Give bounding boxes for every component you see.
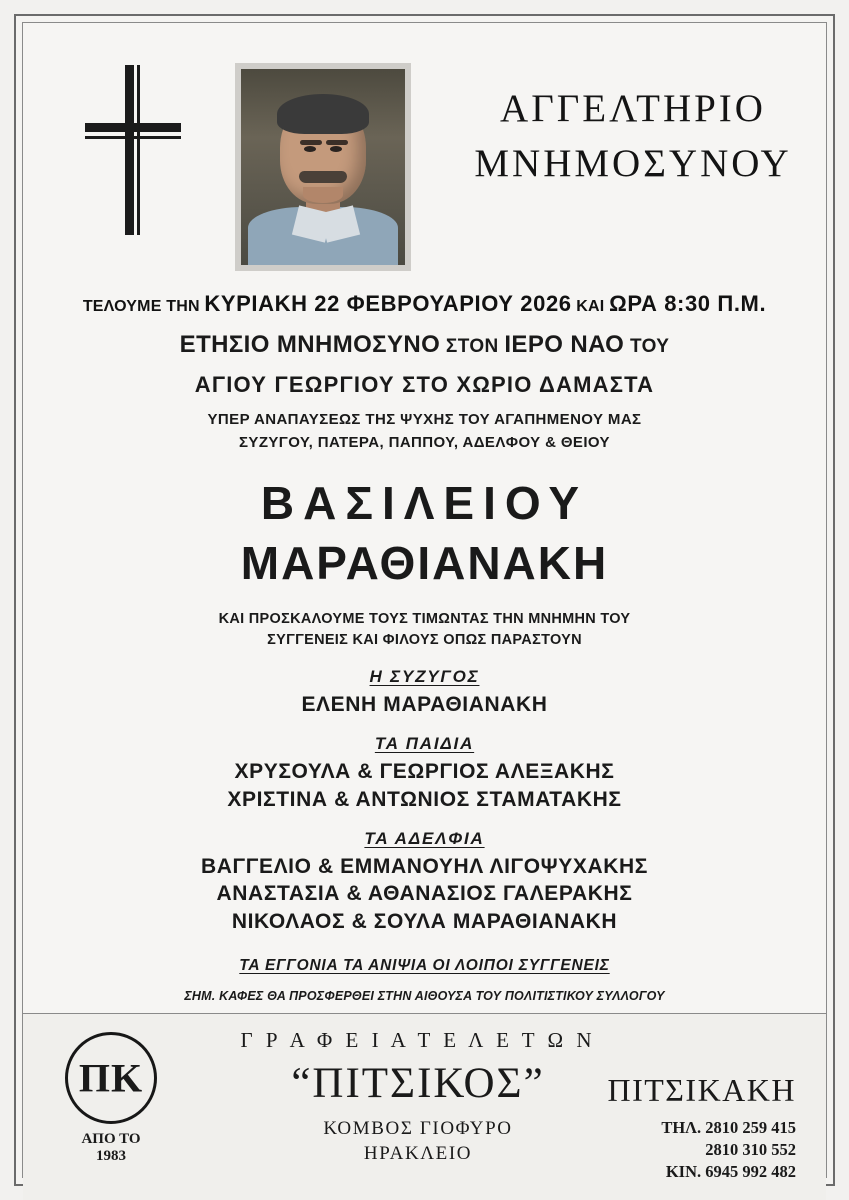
dedication-line-2: ΣΥΖΥΓΟΥ, ΠΑΤΕΡΑ, ΠΑΠΠΟΥ, ΑΔΕΛΦΟΥ & ΘΕΙΟΥ [239, 433, 610, 451]
footer-contact-block [607, 1072, 796, 1184]
logo-monogram-circle [65, 1032, 157, 1124]
group-name-row: ΧΡΥΣΟΥΛΑ & ΓΕΩΡΓΙΟΣ ΑΛΕΞΑΚΗΣ [234, 760, 615, 784]
group-name-row: ΒΑΓΓΕΛΙΟ & ΕΜΜΑΝΟΥΗΛ ΛΙΓΟΨΥΧΑΚΗΣ [200, 854, 648, 878]
footer-center-block [183, 1028, 653, 1167]
service-place-label: ΙΕΡΟ ΝΑΟ [504, 331, 625, 358]
logo-monogram: ΠΚ [78, 1055, 144, 1101]
company-name: “ΠΙΤΣΙΚΟΣ” [291, 1059, 545, 1107]
title-line-1: ΑΓΓΕΛΤΗΡΙΟ [500, 87, 766, 130]
when-mid: ΚΑΙ [576, 298, 605, 315]
header-section [23, 23, 826, 271]
service-of: ΤΟΥ [629, 336, 670, 357]
orthodox-cross-icon [85, 65, 181, 235]
group-names [59, 691, 790, 718]
address-line-1: ΚΟΜΒΟΣ ΓΙΟΦΥΡΟ [323, 1117, 513, 1139]
announcement-body [23, 271, 826, 1013]
family-group-siblings [59, 829, 790, 935]
coffee-note: ΣΗΜ. ΚΑΦΕΣ ΘΑ ΠΡΟΣΦΕΡΘΕΙ ΣΤΗΝ ΑΙΘΟΥΣΑ ΤΟΥ ΠΟΛΙΤΙΣΤΙΚΟΥ ΣΥΛΛΟΓΟΥ [184, 988, 665, 1003]
when-date: ΚΥΡΙΑΚΗ 22 ΦΕΒΡΟΥΑΡΙΟΥ 2026 [204, 291, 572, 316]
portrait-photo-frame [235, 63, 411, 271]
group-name-row: ΕΛΕΝΗ ΜΑΡΑΘΙΑΝΑΚΗ [301, 693, 548, 717]
invitation-line-2: ΣΥΓΓΕΝΕΙΣ ΚΑΙ ΦΙΛΟΥΣ ΟΠΩΣ ΠΑΡΑΣΤΟΥΝ [267, 632, 582, 649]
invitation-line-1: ΚΑΙ ΠΡΟΣΚΑΛΟΥΜΕ ΤΟΥΣ ΤΙΜΩΝΤΑΣ ΤΗΝ ΜΝΗΜΗΝ ΤΟΥ [218, 611, 631, 628]
group-title: ΤΑ ΑΔΕΛΦΙΑ [364, 828, 485, 848]
outer-border [14, 14, 835, 1186]
group-name-row: ΧΡΙΣΤΙΝΑ & ΑΝΤΩΝΙΟΣ ΣΤΑΜΑΤΑΚΗΣ [227, 787, 622, 811]
page-title [443, 81, 823, 192]
deceased-last-name: ΜΑΡΑΘΙΑΝΑΚΗ [240, 536, 609, 589]
when-prefix: ΤΕΛΟΥΜΕ ΤΗΝ [82, 298, 200, 315]
logo-since [57, 1131, 165, 1166]
other-relatives-line: ΤΑ ΕΓΓΟΝΙΑ ΤΑ ΑΝΙΨΙΑ ΟΙ ΛΟΙΠΟΙ ΣΥΓΓΕΝΕΙΣ [239, 956, 610, 974]
company-logo [57, 1032, 165, 1166]
group-names [59, 853, 790, 935]
service-type-line [59, 331, 790, 359]
family-group-children [59, 734, 790, 813]
phone-line-1: ΤΗΛ. 2810 259 415 [661, 1117, 796, 1137]
service-at: ΣΤΟΝ [445, 336, 499, 357]
inner-border [22, 22, 827, 1182]
title-line-2: ΜΝΗΜΟΣΥΝΟΥ [474, 142, 792, 186]
church-name: ΑΓΙΟΥ ΓΕΩΡΓΙΟΥ ΣΤΟ ΧΩΡΙΟ ΔΑΜΑΣΤΑ [194, 372, 655, 397]
family-group-spouse [59, 667, 790, 718]
group-name-row: ΝΙΚΟΛΑΟΣ & ΣΟΥΛΑ ΜΑΡΑΘΙΑΝΑΚΗ [231, 909, 618, 933]
since-year: 1983 [96, 1148, 126, 1165]
dedication-line-1: ΥΠΕΡ ΑΝΑΠΑΥΣΕΩΣ ΤΗΣ ΨΥΧΗΣ ΤΟΥ ΑΓΑΠΗΜΕΝΟΥ ΜΑΣ [207, 411, 642, 428]
invitation-lines [59, 609, 790, 651]
group-title: Η ΣΥΖΥΓΟΣ [369, 667, 480, 687]
service-datetime-line [59, 291, 790, 317]
offices-label: Γ Ρ Α Φ Ε Ι Α Τ Ε Λ Ε Τ Ω Ν [240, 1027, 596, 1052]
address-line-2: ΗΡΑΚΛΕΙΟ [363, 1143, 473, 1165]
portrait-photo [241, 69, 405, 265]
phone-line-3: ΚΙΝ. 6945 992 482 [665, 1162, 796, 1182]
deceased-first-name: ΒΑΣΙΛΕΙΟΥ [260, 477, 589, 529]
service-type: ΕΤΗΣΙΟ ΜΝΗΜΟΣΥΝΟ [179, 331, 441, 358]
group-name-row: ΑΝΑΣΤΑΣΙΑ & ΑΘΑΝΑΣΙΟΣ ΓΑΛΕΡΑΚΗΣ [216, 882, 633, 906]
since-label: ΑΠΟ ΤΟ [81, 1130, 141, 1147]
group-names [59, 758, 790, 813]
funeral-home-footer [23, 1013, 826, 1200]
phone-numbers [607, 1117, 796, 1184]
dedication-lines [59, 409, 790, 454]
when-time: ΩΡΑ 8:30 Π.Μ. [609, 291, 767, 316]
owner-surname: ΠΙΤΣΙΚΑΚΗ [607, 1071, 796, 1108]
phone-line-2: 2810 310 552 [705, 1140, 796, 1160]
group-title: ΤΑ ΠΑΙΔΙΑ [374, 734, 475, 754]
company-address [183, 1116, 653, 1167]
deceased-name [59, 478, 790, 589]
